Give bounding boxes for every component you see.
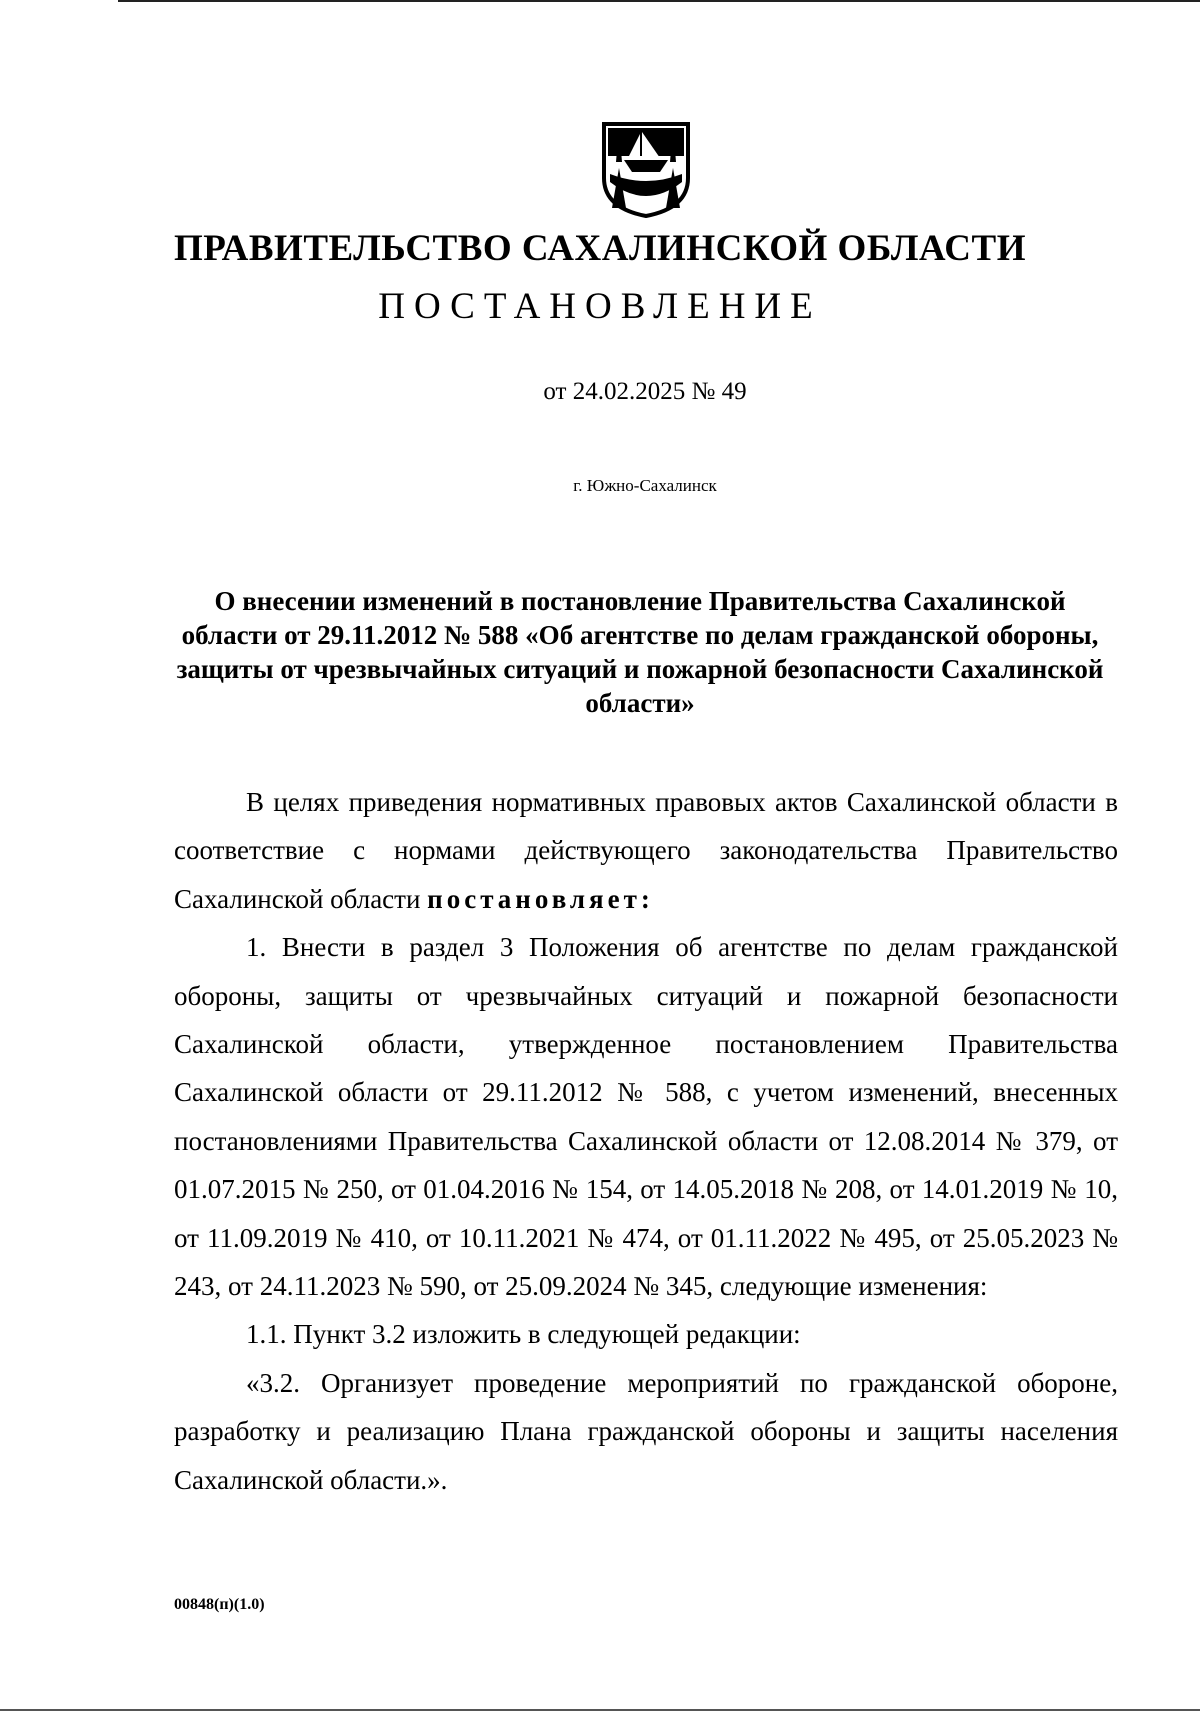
government-title: ПРАВИТЕЛЬСТВО САХАЛИНСКОЙ ОБЛАСТИ bbox=[174, 228, 1026, 269]
document-type: ПОСТАНОВЛЕНИЕ bbox=[378, 286, 822, 327]
preamble-keyword: постановляет: bbox=[427, 883, 654, 914]
footer-form-code: 00848(п)(1.0) bbox=[174, 1596, 265, 1613]
preamble-text: В целях приведения нормативных правовых актов Сахалинской области в соответствие с нормами действующего законодательства Правительство Сахалинской области bbox=[174, 787, 1118, 914]
item-1-paragraph: 1. Внести в раздел 3 Положения об агентстве по делам гражданской обороны, защиты от чрезвычайных ситуаций и пожарной безопасности Сахалинской области, утвержденное постановлением Правительства Сахалинской области от 29.11.2012 № 588, с учетом изменений, внесенных постановлениями Правительства Сахалинской области от 12.08.2014 № 379, от 01.07.2015 № 250, от 01.04.2016 № 154, от 14.05.2018 № 208, от 14.01.2019 № 10, от 11.09.2019 № 410, от 10.11.2021 № 474, от 01.11.2022 № 495, от 25.05.2023 № 243, от 24.11.2023 № 590, от 25.09.2024 № 345, следующие изменения: bbox=[174, 932, 1118, 1302]
document-subject: О внесении изменений в постановление Правительства Сахалинской области от 29.11.2012 № 588 «Об агентстве по делам гражданской обороны, защиты от чрезвычайных ситуаций и пожарной безопасности Сахалинской области» bbox=[176, 586, 1104, 718]
item-1-1-text-paragraph: «3.2. Организует проведение мероприятий по гражданской обороне, разработку и реализацию Плана гражданской обороны и защиты населения Сахалинской области.». bbox=[174, 1367, 1118, 1495]
top-scan-border bbox=[118, 0, 1200, 2]
bottom-scan-border bbox=[0, 1709, 1200, 1711]
sakhalin-coat-of-arms-icon bbox=[598, 118, 694, 218]
document-city: г. Южно-Сахалинск bbox=[573, 476, 717, 495]
document-body bbox=[174, 778, 1118, 1504]
document-date-number: от 24.02.2025 № 49 bbox=[543, 378, 747, 405]
preamble-paragraph bbox=[174, 778, 1118, 923]
item-1-1-paragraph: 1.1. Пункт 3.2 изложить в следующей редакции: bbox=[246, 1319, 801, 1350]
